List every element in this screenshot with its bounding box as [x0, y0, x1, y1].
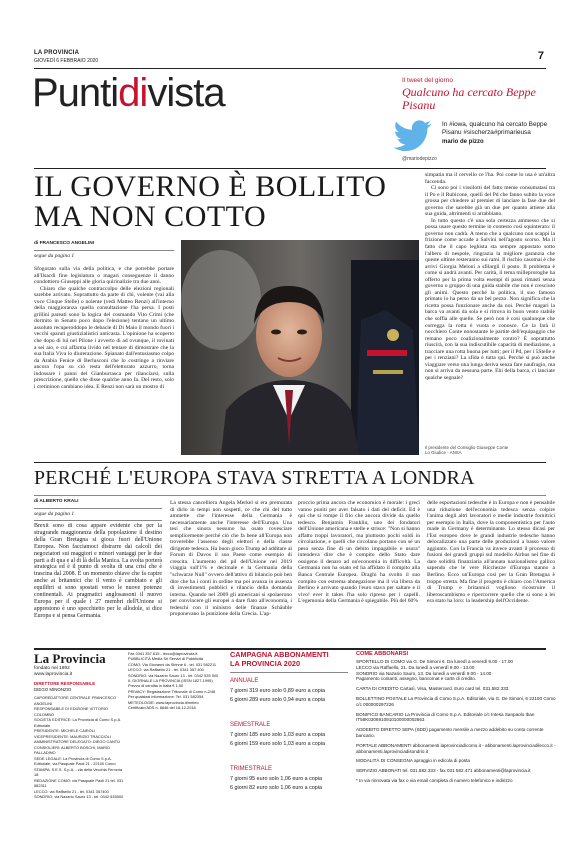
byline-rule	[34, 250, 174, 251]
article1-col2-para3: In tutto questo c'è una sola certezza ammesso che si possa usare questo termine in contesto così squinterato: il governo non cadrà. A meno che a qualcuno non scappi la frizione come accade a Salvini nell'agosto scorso. Ma il fatto che il capo leghista sta sempre appostato sotto l'albero di nespole, ringrazia la migliore garanzia che queste ultime resteranno sui rami. Il rischio casomai è che arrivi Giorgia Meloni a sfilargli il posto. Il problema è come si andrà avanti. Per carità, il tema milleproroghe ha offerto per la prima volta esempi di passi rimasti senza governo o gruppo di una guida stabile che non è cresciuto gli animi. Questo perché la politica, il suo famoso primato lo ha perso da un bel pezzo. Non significa che la ricetta possa funzionare anche da noi. Perché magari la barca va avanti da sola e si ritrova in buon vento stabile che soffia alle quelle. Se però non è così qualunque che corregga la rotta è vuota e conosce. Ce la farà il nocchiero Conte nonostante le partite dell'equipaggio che remano poco coalizionalmente contro? È soprattutto riuscirà, con la sua indiscutibile capacità di mediazione, a tracciare una rotta buona per tutti; per il Pd, per i 5Stelle e per i renziani? La sfida è tutta qui. Perché si può anche viaggiare verso una lunga deriva senza fare naufragio, ma non si arriva da nessuna parte. Ehi della barca, ci lanciate qualche segnale?	[425, 217, 555, 381]
article1-col1-para1: Sfogorato sulla via della politica, e che potrebbe portare all'Ilsacdi fine legislatura o magari conseguenze il danno condottiero Giuseppi alle gloria quirinalizie tra due anni.	[34, 266, 174, 286]
subs-title-line2: LA PROVINCIA 2020	[230, 658, 301, 668]
article2-col4-text: delle esportazioni tedesche è in Europa e non è pensabile una riduzione dell'economia tedesca senza colpire l'anima degli altri lavoratori e medie industrie fornitrici per esempio in Italia, dove la componentistica per l'auto made in Germany è determinante. Lo stesso dicasi per l'Est europeo dove le grandi industrie tedesche hanno delocalizzato una parte delle produzioni a basso valore aggiunto. Con la Francia va invece avanti il processo di fusioni dei grandi gruppi sul modello Airbus nel fine di dare solidità finanziaria all'annata nazionalismo gallico sapendo che le vere Ricchezze d'Europa stanno a Berlino. Ecco un'Europa così per la Gran Bretagna è troppo stretta. Ma fine il progetto è chiaro con l'America di Trump e britannici vogliono ricostruire il liberoscambismo e ripercorrere quello che si sono a lei era stato ha loro: la leadership dell'Occidente.	[427, 500, 555, 605]
subs-title	[230, 651, 350, 668]
howto-line: SERVIZIO ABBONATI tel. 031.582.333 - fax 031 582.471 abbonamenti@laprovincia.it	[356, 768, 531, 774]
staff-line: SONDRIO: via Nazario Sauro 13 - tel. 0342 535500	[34, 794, 124, 799]
colophon-line: LECCO: via Raffaello 21 - tel. 0341 357 400	[128, 667, 204, 673]
colophon-middle	[128, 651, 223, 839]
subs-annual-option-1: 7 giorni 319 euro solo 0,89 euro a copia	[230, 688, 326, 694]
staff-line: SEDE LEGALE: La Provincia di Como S.p.A. Editoriale, via Pasquale Paoli 21 - 22100 Como	[34, 755, 116, 766]
article2-byline-rule	[34, 508, 162, 509]
article2-col3-text: proccio prima ancora che economico è morale: i greci vanno puniti per aver falsato i dati del deficit. Ed è qui che si rompe il filo che ancora divide da quello tedesco. Benjamin Franklin, uno dei fondatori dell'Unione americana e stelle e strisce: "Non si hanno affatto troppi lavoratori, ma piuttosto pochi soldi in circolazione, e quelli che circolano portano con sé un peso senza fine di un debito impagabile e usura" intendeva dire che è compito dello Stato dare ossigeno il denaro ad un'economia in difficoltà. La Germania non ha osato ed ha affidato il compito alla Banca Centrale Europea. Draghi ha svolto il suo compito con estrema abnegazione ma il via libera da Berlino è arrivato quando l'euro stava per saltare e il vivo! ever it takes l'ha solo ripreso per i capelli. L'egemonia della Germania è spiegabile. Più del 60%	[298, 500, 420, 605]
article1-headline-line1: IL GOVERNO È BOLLITO	[34, 170, 387, 203]
howto-line: BOLLETTINO POSTALE La Provincia di Como S.p.A. Editoriale, via G. De Simoni, 6 22100 Como c/c 000000297226	[356, 695, 556, 707]
article1-headline-line2: MA NON COTTO	[34, 200, 267, 233]
colophon-line: IL GIORNALE LA PROVINCIA (ISSN 1827-1995)	[128, 678, 213, 684]
article2-column1	[34, 523, 162, 643]
staff-line: AMMINISTRATORE DELEGATO: DIEGO CANTÙ	[34, 739, 120, 744]
staff-line: VICEPRESIDENTE: MAURIZIO TRACCIOLI	[34, 733, 111, 739]
subs-quarter-label: TRIMESTRALE	[230, 766, 273, 772]
page-number: 7	[537, 50, 544, 62]
howto-line: ADDEBITO DIRETTO SEPA (SDD) pagamento mensile a mezzo addebito su conto corrente bancario.	[356, 727, 544, 738]
article2-continued-rule	[34, 520, 162, 521]
article1-col1-para2: Chiaro che qualche contraccolpo delle elezioni regionali sarebbe arrivato. Soprattutto da parte di chi, volente (vai alla voce Cinque Stelle) o nolente (vedi Matteo Renzi) all'interno della maggioranza quella consultazione l'ha persa. I posti grillini pareati sono la logica del cosmando Vito Crimi (che dormito in Senato poco dopo l'elezione) tentano un ultimo assoluto recuperoddopo le debacle di Di Maio il mondo fuori i vecchi sparuti giustizialistici anticasta. L'opinione ha scoperto che dopo di lui nel Pilone i avverto di ad ovunque, il rovinati a sei aio, e cui affarma livido nel tentare di dimostrare che la sua Italia Viva lo diurerazione. Spianato dall'entusiasmo colpo da Arabia Fenice di Berlusconi che lo costringe a rinviare ancora l'opa su ciò resta dell'elettorato azzurro, torna indossare i panni del Gianburrasca per rilanciarsi, sulla prescrizione, quello che disse qualche anno fa. Del resto, solo i cretininon cambiano idea. E Renzi non sarà un mostro di	[34, 285, 174, 390]
staff-line: CAPOREDATTORE CENTRALE FRANCESCO ANGELINI	[34, 695, 117, 706]
footer-logo: La Provincia	[34, 651, 106, 666]
article2-headline: PERCHÉ L'EUROPA STAVA STRETTA A LONDRA	[34, 467, 475, 489]
howto-line: SPORTELLO DI COMO via G. De Simoni 6. Da lunedì a venerdì 9.00 - 17.00	[356, 659, 513, 664]
colophon-line: SONDRIO: via Nazario Sauro 13 - tel. 0342 535 500	[128, 672, 219, 678]
director-label: DIRETTORE RESPONSABILE	[34, 681, 96, 686]
staff-line: RESPONSABILE DI EDIZIONE VITTORIO COLOMBO	[34, 706, 108, 717]
subs-annual-option-2: 6 giorni 289 euro solo 0,94 euro a copia	[230, 697, 326, 703]
howto-title: COME ABBONARSI	[356, 651, 409, 657]
colophon-line: Fax 0341 357.615 - lecco@laprovincia.it	[128, 651, 198, 656]
staff-line: CONSIGLIERI: ALBERTO BOSCHI, MARIO PALLADINO	[34, 744, 110, 755]
colophon-line: COMO: Via Giovanni da Sirinne 6 - tel. 031 582211	[128, 661, 217, 667]
howto-line: PORTALE ABBONAMENTI abbonamenti.laprovinciadicomo.it - abbonamenti.laprovinciadilecco.it - abbonamenti.laprovinciadisondrio.it	[356, 742, 556, 754]
howto-line: Pagamento contanti, assegno, bancomat e carte di credito.	[356, 676, 477, 682]
staff-line: STAMPA: S.E.S. S.p.A. - via della Vecchia Ferrovia 18	[34, 766, 123, 777]
subs-semester-option-1: 7 giorni 185 euro solo 1,03 euro a copia	[230, 732, 326, 738]
article1-photo	[181, 240, 419, 455]
article-divider	[34, 462, 546, 463]
colophon-line: PRIVACY: Registrazione Tribunale di Como n.2/48	[128, 688, 216, 694]
article2-column2	[170, 500, 292, 643]
tweet-handle: @mariodepizzo	[402, 156, 437, 162]
staff-line: PRESIDENTE: MICHELE CAIROLI	[34, 728, 95, 733]
staff-line: LECCO: via Raffaello 21 - tel. 0341 357400	[34, 788, 109, 794]
article1-headline	[34, 172, 386, 232]
article1-col2-para1: simpatia ma il cervello ce l'ha. Poi come lo usa è un'altra faccenda.	[425, 172, 555, 185]
masthead: LA PROVINCIA	[34, 50, 80, 56]
subs-title-line1: CAMPAGNA ABBONAMENTI	[230, 650, 329, 659]
tweet-title: Qualcuno ha cercato Beppe Pisanu	[402, 85, 536, 112]
article1-col2-para2: Ci sono poi i vissilotti del fatto meme consumatasi tra il Po e il Rubicone, quelli del Pd che fanno subito la voce grossa per chiedere al premier di lanciare la fase due del governo che sarebbe già un due per quanto attiene alla sua guida, altrimenti si arrabbiano.	[425, 185, 555, 218]
section-title-part1: Punti	[32, 71, 119, 115]
colophon-line: METEOLOGIE: www.laprovincia.it/meteo	[128, 699, 199, 705]
subs-quarter-option-2: 6 giorni 82 euro solo 1,06 euro a copia	[230, 785, 323, 791]
tweet-body: In #iowa, qualcuno ha cercato Beppe Pisanu #sischerza#primarieusa	[442, 121, 548, 136]
article2-byline: di ALBERTO KRALI	[34, 499, 79, 504]
tweet-kicker: Il tweet del giorno	[402, 77, 453, 84]
article2-col2-text: La stessa cancelliera Angela Merkel si era premurata di dirlo in tempi non sospetti, ce che chi del tutto ammette che l'interesse della Germania è necessariamente anche l'interesse dell'Europa. Una tesi che sinora nessuno ha osato rovesciare semplicemente perché ciò che fa bene all'Europa non troverebbe l'assenso degli elettori e della classe dirigente tedesca. Ha buon gioco Trump ad additare al Forum di Davos il suo Paese come esempio di crescita. L'aumento del pil dell'Unione nel 2019 viaggia sull'1% e decimale e la Germania della "schwarze Null" ovvero dell'attivo di bilancio può ben dire che ha i conti in ordine ma poi avanza in assenza di investimenti pubblici e rilancio della domanda interna. Quando nel 2009 gli americani si spolaerono per convincere gli europei a dare fiato all'economia, i tedeschi con il ministro delle finanze Schäuble proponevano la punizione della Grecia. L'ap-	[170, 500, 292, 618]
article2-rule	[34, 495, 546, 496]
article1-column1	[34, 266, 174, 456]
article2-col1-text: Brexit sono di cosa appare evidente che per la stragrande maggioranza della popolazione il destino della Gran Bretagna si gioca fuori dell'Unione Europea. Non facciamoci distrarre dai calcoli dei negoziatori sui maggiori e minori vantaggi per le due parti a di qua e al di là della Manica. La svolta porterà strategica ed è il punto di svolta di una crisi che è trascina dal 2008. È un momento chiave che fa capire anche ai britannici che il vento è cambiato e gli equilibri si sono spostati verso le nuove potenze continentali. Ai pragmatici anglosassoni il nuovo Europa per il quale i 27 membri dell'Unione si apprestono è uno specchietto per le allodole, si dice Europa e si pensa Germania.	[34, 523, 162, 619]
colophon-line: Prezzo di vendita in Italia € 1,50	[128, 683, 184, 689]
staff-list	[34, 695, 126, 835]
twitter-bird-icon	[394, 120, 432, 157]
colophon-line: Per qualsiasi informazione: Tel. 031 582354	[128, 694, 204, 700]
section-title-part2: di	[118, 71, 148, 115]
subs-annual-label: ANNUALE	[230, 678, 259, 684]
section-title-part3: vista	[147, 71, 225, 115]
staff-line: REDAZIONE COMO: via Pasquale Paoli 21 tel. 031 582311	[34, 777, 124, 788]
photo-caption-credit: Lo Giudice - ANSA	[425, 450, 462, 456]
section-rule	[34, 168, 546, 169]
header-rule	[34, 68, 546, 69]
staff-line: SOCIETÀ EDITRICE: La Provincia di Como S.p.A. Editoriale	[34, 717, 122, 728]
howto-line: LECCO via Raffaello, 21. Da lunedì a venerdì 9.00 - 13.00	[356, 664, 475, 670]
director-name: DIEGO MINONZIO	[34, 687, 72, 692]
subs-semester-label: SEMESTRALE	[230, 722, 271, 728]
subs-quarter-option-1: 7 giorni 95 euro solo 1,06 euro a copia	[230, 776, 323, 782]
section-title	[32, 72, 225, 114]
howto-list	[356, 659, 556, 841]
footer-website: www.laprovincia.it	[34, 672, 73, 677]
photo-caption-text: Il presidente del Consiglio Giuseppe Conte	[425, 445, 509, 450]
footer-founded: fondato nel 1892	[34, 666, 70, 671]
article2-continued: segue da pagina 1	[34, 511, 75, 517]
issue-date: GIOVEDÌ 6 FEBBRAIO 2020	[34, 58, 99, 64]
article1-continued: segue da pagina 1	[34, 253, 75, 259]
article2-column3	[298, 500, 420, 643]
howto-line: MODALITÀ DI CONSEGNA apraggio in edicola di posta	[356, 758, 470, 764]
howto-line: CARTA DI CREDITO Cartasì, Visa, Mastercard. Euro card tel. 031.582.333.	[356, 686, 510, 692]
article1-byline: di FRANCESCO ANGELINI	[34, 241, 95, 246]
tweet-author: mario de pizzo	[442, 139, 484, 145]
howto-line: * In via rinnovata via fax o via email completa di numero telefonico e indirizzo	[356, 777, 513, 783]
howto-line: BONIFICO BANCARIO La Provincia di Como S.p.A. Editoriale c/c Intesa Sanpaolo Iban IT58K0306910910100000002663	[356, 711, 535, 723]
subs-semester-option-2: 6 giorni 159 euro solo 1,03 euro a copia	[230, 741, 326, 747]
article2-column4	[427, 500, 555, 643]
colophon-line: Certificato ADS n. 8646 del 18-12-2018	[128, 705, 196, 711]
article1-column2	[425, 172, 555, 440]
colophon-line: PUBBLICITÀ Media Srl Servizi di Pubblicità	[128, 656, 204, 662]
subs-rule	[230, 672, 348, 673]
howto-line: SONDRIO via Nazario Sauro, 13. Da lunedì a venerdì 9.00 - 14.00	[356, 670, 492, 676]
photo-caption	[425, 445, 555, 456]
